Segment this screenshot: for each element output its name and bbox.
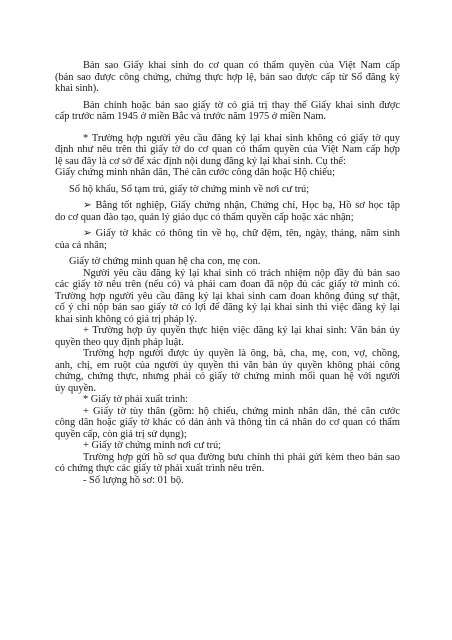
text-line: Giấy tờ chứng minh quan hệ cha con, mẹ con. (69, 256, 261, 267)
text-line: quyền theo quy định pháp luật. (55, 336, 184, 348)
text-line: có chứng thực các giấy tờ phải xuất trình nêu trên. (55, 463, 265, 474)
text-line: quyền cấp, còn giá trị sử dụng); (55, 428, 187, 440)
text-line: do cơ quan đào tạo, quản lý giáo dục có thẩm quyền cấp hoặc xác nhận; (55, 211, 354, 223)
text-line: chứng, chứng thực, nhưng phải có giấy tờ chứng minh mối quan hệ với người (55, 371, 400, 382)
text-line: Trường hợp gửi hồ sơ qua đường bưu chính thì phải gửi kèm theo bản sao (83, 451, 400, 463)
text-line: lệ sau đây là cơ sở để xác định nội dung đăng ký lại khai sinh. Cụ thể: (55, 155, 346, 167)
text-line: Trường hợp người yêu cầu đăng ký lại khai sinh cam đoan không đúng sự thật, (55, 290, 400, 302)
text-line: Bản chính hoặc bản sao giấy tờ có giá trị thay thế Giấy khai sinh được (83, 99, 400, 111)
document-page (55, 60, 400, 486)
text-line: Người yêu cầu đăng ký lại khai sinh có trách nhiệm nộp đầy đủ bản sao (83, 267, 400, 279)
paragraph-spacer (55, 123, 400, 133)
text-line: * Giấy tờ phải xuất trình: (83, 394, 189, 405)
text-line: các giấy tờ nêu trên (nếu có) và phải cam đoan đã nộp đủ các giấy tờ mình có. (55, 279, 400, 290)
text-line: cố ý chỉ nộp bản sao giấy tờ có lợi để đăng ký lại khai sinh thì việc đăng ký lại (55, 302, 400, 313)
text-line: + Giấy tờ tùy thân (gồm: hộ chiếu, chứng minh nhân dân, thẻ căn cước (83, 405, 400, 417)
text-line: ủy quyền. (55, 382, 96, 394)
text-line: định như nêu trên thì giấy tờ do cơ quan có thẩm quyền của Việt Nam cấp hợp (55, 144, 400, 155)
text-line: ➢ Bằng tốt nghiệp, Giấy chứng nhận, Chứng chỉ, Học bạ, Hồ sơ học tập (83, 200, 400, 211)
text-line: - Số lượng hồ sơ: 01 bộ. (83, 474, 184, 486)
text-line: anh, chị, em ruột của người ủy quyền thì văn bản ủy quyền không phải công (55, 359, 400, 371)
text-line: (bản sao được công chứng, chứng thực hợp lệ, bản sao được cấp từ Sổ đăng ký (55, 71, 400, 83)
text-line: ➢ Giấy tờ khác có thông tin về họ, chữ đệm, tên, ngày, tháng, năm sinh (83, 228, 400, 239)
text-line: * Trường hợp người yêu cầu đăng ký lại khai sinh không có giấy tờ quy (83, 132, 400, 144)
text-line: Sổ hộ khẩu, Sổ tạm trú, giấy tờ chứng minh về nơi cư trú; (69, 183, 310, 195)
text-line: Bản sao Giấy khai sinh do cơ quan có thẩm quyền của Việt Nam cấp (83, 60, 400, 71)
text-line: + Trường hợp ủy quyền thực hiện việc đăng ký lại khai sinh: Văn bản ủy (83, 325, 400, 336)
text-line: công dân hoặc giấy tờ khác có dán ảnh và thông tin cá nhân do cơ quan có thẩm (55, 417, 400, 428)
text-line: khai sinh không có giá trị pháp lý. (55, 313, 197, 325)
text-line: Trường hợp người được ủy quyền là ông, bà, cha, mẹ, con, vợ, chồng, (83, 348, 400, 359)
text-line: khai sinh). (55, 83, 99, 94)
text-line: + Giấy tờ chứng minh nơi cư trú; (83, 440, 222, 451)
text-line: của cá nhân; (55, 239, 107, 251)
text-line: cấp trước năm 1945 ở miền Bắc và trước năm 1975 ở miền Nam. (55, 111, 326, 122)
text-line: Giấy chứng minh nhân dân, Thẻ căn cước công dân hoặc Hộ chiếu; (55, 167, 335, 178)
